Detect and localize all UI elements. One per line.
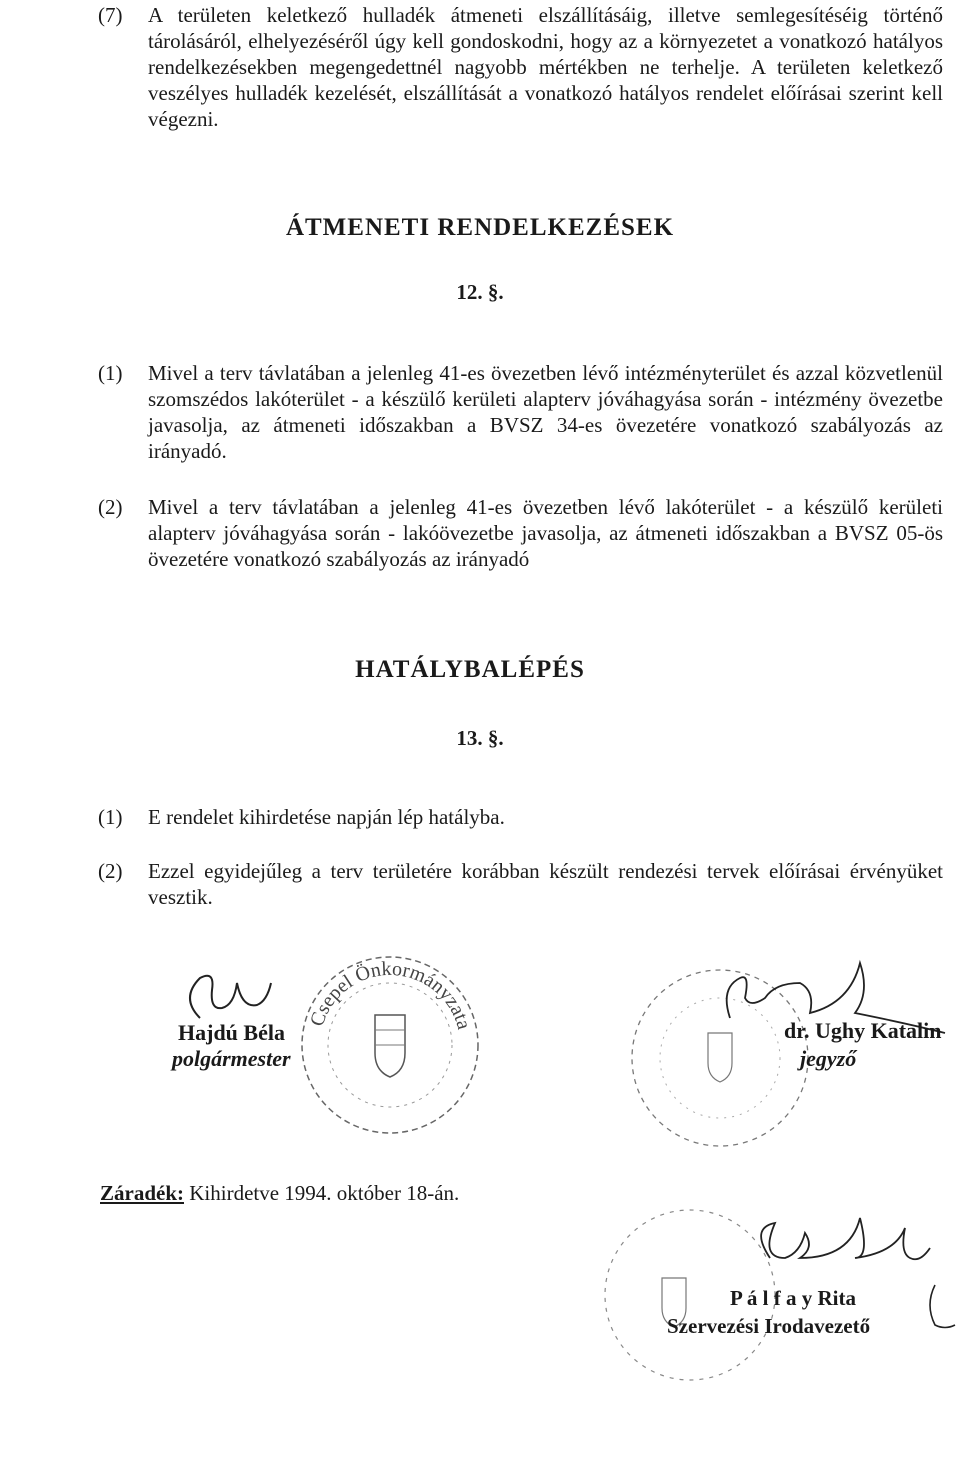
stamp-ring-text: Csepel Önkormányzata	[305, 957, 475, 1032]
paragraph-number: (1)	[98, 361, 123, 385]
office-name: P á l f a y Rita	[730, 1286, 856, 1310]
clause-label: Záradék:	[100, 1181, 184, 1205]
clause-text: Kihirdetve 1994. október 18-án.	[189, 1181, 460, 1205]
paragraph-number: (7)	[98, 3, 123, 27]
section-12-number: 12. §.	[456, 280, 504, 304]
mayor-name: Hajdú Béla	[178, 1020, 285, 1045]
mayor-signature	[170, 968, 320, 1028]
notary-name: dr. Ughy Katalin	[784, 1018, 942, 1043]
paragraph-number: (2)	[98, 859, 123, 883]
mayor-title: polgármester	[172, 1046, 291, 1071]
paragraph-number: (2)	[98, 495, 123, 519]
paragraph-text: Ezzel egyidejűleg a terv területére korábban készült rendezési tervek előírásai érvényüket vesztik.	[148, 859, 943, 909]
paragraph-text: A területen keletkező hulladék átmeneti elszállításáig, illetve semlegesítéséig történő tárolásáról, elhelyezéséről úgy kell gondoskodni, hogy az a környezetet a vonatkozó hatályos rendelkezésekben megengedettnél nagyobb mértékben ne terhelje. A területen keletkező veszélyes hulladék kezelését, elszállítását a vonatkozó hatályos rendelet előírásai szerint kell végezni.	[148, 3, 943, 131]
paragraph-text: Mivel a terv távlatában a jelenleg 41-es övezetben lévő lakóterület - a készülő kerületi alapterv jóváhagyása során - lakóövezetbe javasolja, az átmeneti időszakban a BVSZ 05-ös övezetére vonatkozó szabályozás az irányadó	[148, 495, 943, 571]
paragraph-number: (1)	[98, 805, 123, 829]
section-13-number: 13. §.	[456, 726, 504, 750]
paragraph-text: E rendelet kihirdetése napján lép hatályba.	[148, 805, 505, 829]
effect-heading: HATÁLYBALÉPÉS	[355, 656, 585, 683]
office-signature	[740, 1218, 940, 1288]
office-line-mark	[905, 1280, 955, 1330]
svg-text:Csepel Önkormányzata	[306, 958, 475, 1032]
paragraph-text: Mivel a terv távlatában a jelenleg 41-es övezetben lévő intézményterület és azzal közvetlenül szomszédos lakóterület - a készülő kerületi alapterv jóváhagyása során - intézmény övezetbe javasolja, az átmeneti időszakban a BVSZ 34-es övezetére vonatkozó szabályozás az irányadó.	[148, 361, 943, 463]
notary-title: jegyző	[800, 1046, 857, 1071]
mayor-stamp	[290, 945, 490, 1150]
office-title: Szervezési Irodavezető	[667, 1314, 871, 1338]
transitional-heading: ÁTMENETI RENDELKEZÉSEK	[285, 214, 675, 241]
